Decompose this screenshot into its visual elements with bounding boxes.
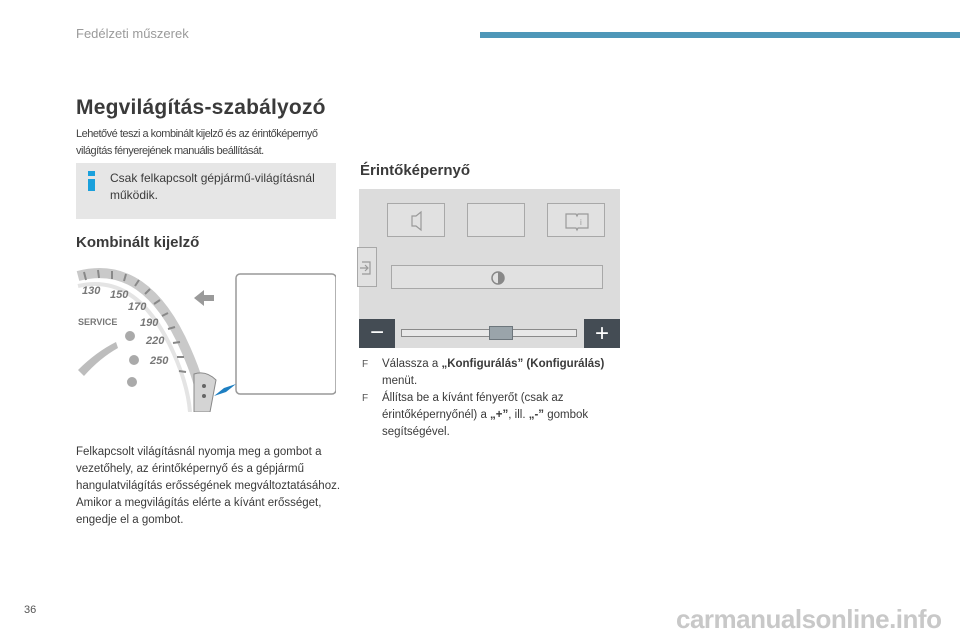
touch-tile-media	[387, 203, 445, 237]
speed-label: 220	[146, 335, 165, 347]
exit-icon	[358, 248, 378, 288]
speed-label: 130	[82, 285, 101, 297]
brightness-minus-button[interactable]: −	[359, 319, 395, 348]
touchscreen-illustration	[359, 189, 620, 348]
speed-label: 250	[150, 355, 169, 367]
page-number: 36	[24, 604, 37, 616]
book-icon	[548, 204, 606, 238]
touch-tile-back	[357, 247, 377, 287]
instruction-item: F Állítsa be a kívánt fényerőt (csak az érintőképernyőnél) a „+”, ill. „-” gombok segítségével.	[362, 392, 589, 438]
brightness-plus-button[interactable]: +	[584, 319, 620, 348]
page-title: Megvilágítás-szabályozó	[76, 96, 326, 119]
brightness-slider-thumb[interactable]	[489, 326, 513, 340]
intro-text: Lehetővé teszi a kombinált kijelző és az érintőképernyő világítás fényerejének manuális beállítását.	[76, 128, 318, 157]
service-label: SERVICE	[78, 317, 118, 327]
instruction-item: F Válassza a „Konfigurálás” (Konfigurálás) menüt.	[362, 358, 605, 387]
info-note-text: Csak felkapcsolt gépjármű-világításnál működik.	[110, 171, 315, 202]
section-header: Fedélzeti műszerek	[76, 26, 189, 41]
cluster-description: Felkapcsolt világításnál nyomja meg a gombot a vezetőhely, az érintőképernyő és a gépjármű hangulatvilágítás erősségének megváltoztatásához. Amikor a megvilágítás elérte a kívánt erősséget, engedje el a gombot.	[76, 446, 341, 526]
speed-label: 150	[110, 289, 129, 301]
cluster-heading: Kombinált kijelző	[76, 234, 200, 251]
svg-text:i: i	[580, 218, 582, 227]
bullet-mark: F	[362, 393, 369, 404]
touchscreen-instructions	[360, 356, 620, 441]
speaker-icon	[388, 204, 446, 238]
instrument-cluster-illustration	[76, 262, 336, 412]
speed-label: 170	[128, 301, 147, 313]
touchscreen-heading: Érintőképernyő	[360, 162, 471, 179]
header-accent-bar	[480, 32, 960, 38]
touch-tile-blank	[467, 203, 525, 237]
brightness-icon	[392, 266, 604, 290]
brightness-display	[391, 265, 603, 289]
info-icon	[88, 171, 95, 191]
speed-label: 190	[140, 317, 159, 329]
watermark: carmanualsonline.info	[676, 604, 942, 634]
touch-tile-info	[547, 203, 605, 237]
bullet-mark: F	[362, 359, 369, 370]
